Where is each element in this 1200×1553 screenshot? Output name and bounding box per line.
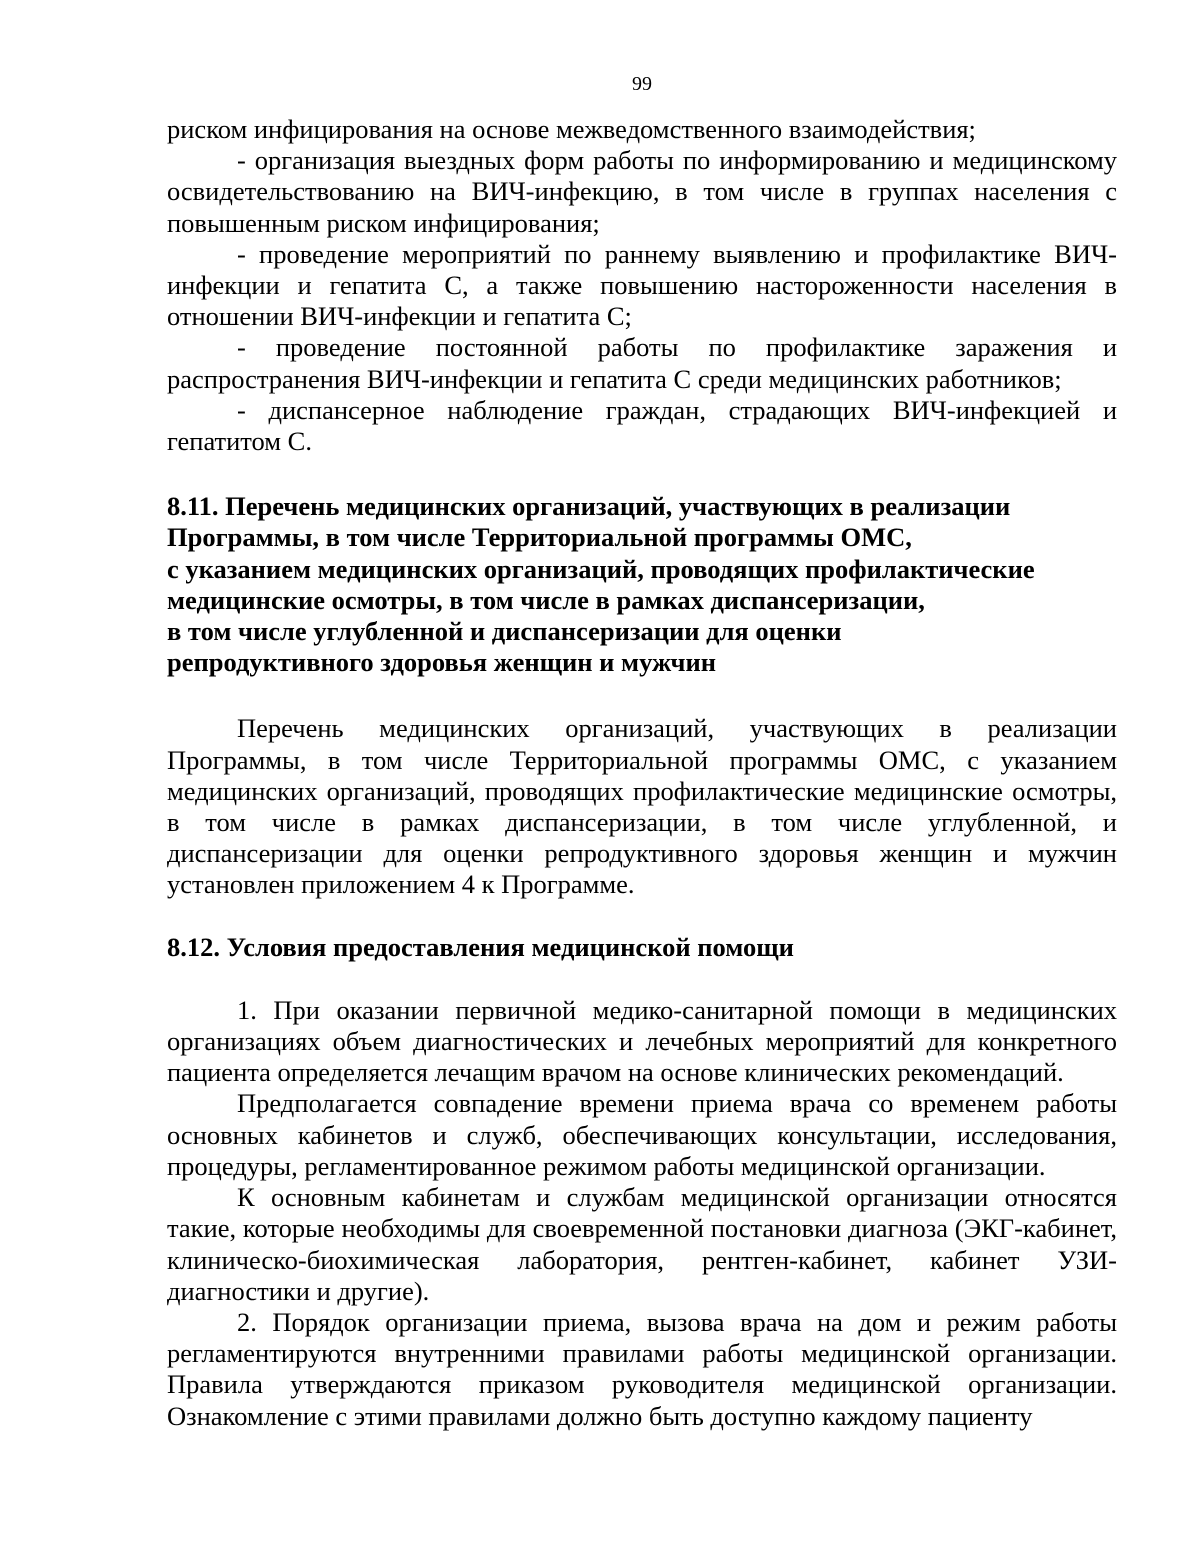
list-item: - организация выездных форм работы по информированию и медицинскому освидетельствованию на ВИЧ-инфекцию, в том числе в группах населения с повышенным риском инфицирования;	[167, 145, 1117, 238]
page-content	[167, 114, 1117, 1432]
heading-line: с указанием медицинских организаций, проводящих профилактические	[167, 553, 1035, 584]
paragraph: К основным кабинетам и службам медицинской организации относятся такие, которые необходимы для своевременной постановки диагноза (ЭКГ-кабинет, клиническо-биохимическая лаборатория, рентген-кабинет, кабинет УЗИ-диагностики и другие).	[167, 1182, 1117, 1306]
heading-line: репродуктивного здоровья женщин и мужчин	[167, 647, 717, 678]
page-number: 99	[632, 73, 652, 95]
section-heading-8-11	[167, 491, 1117, 678]
heading-line: медицинские осмотры, в том числе в рамках диспансеризации,	[167, 584, 925, 615]
list-item: - диспансерное наблюдение граждан, страдающих ВИЧ-инфекцией и гепатитом С.	[167, 394, 1117, 457]
paragraph: риском инфицирования на основе межведомственного взаимодействия;	[167, 114, 976, 144]
heading-line: Программы, в том числе Территориальной программы ОМС,	[167, 522, 912, 553]
heading-line: 8.12. Условия предоставления медицинской помощи	[167, 931, 794, 962]
paragraph: 2. Порядок организации приема, вызова врача на дом и режим работы регламентируются внутренними правилами работы медицинской организации. Правила утверждаются приказом руководителя медицинской организации. Ознакомление с этими правилами должно быть доступно каждому пациенту	[167, 1306, 1117, 1431]
paragraph: Предполагается совпадение времени приема врача со временем работы основных кабинетов и служб, обеспечивающих консультации, исследования, процедуры, регламентированное режимом работы медицинской организации.	[167, 1088, 1117, 1181]
paragraph: 1. При оказании первичной медико-санитарной помощи в медицинских организациях объем диагностических и лечебных мероприятий для конкретного пациента определяется лечащим врачом на основе клинических рекомендаций.	[167, 994, 1117, 1088]
list-item: - проведение постоянной работы по профилактике заражения и распространения ВИЧ-инфекции и гепатита С среди медицинских работников;	[167, 332, 1117, 394]
list-item: - проведение мероприятий по раннему выявлению и профилактике ВИЧ-инфекции и гепатита С, а также повышению настороженности населения в отношении ВИЧ-инфекции и гепатита С;	[167, 238, 1117, 332]
heading-line: 8.11. Перечень медицинских организаций, участвующих в реализации	[167, 491, 1011, 522]
paragraph: Перечень медицинских организаций, участвующих в реализации Программы, в том числе Территориальной программы ОМС, с указанием медицинских организаций, проводящих профилактические медицинские осмотры, в том числе в рамках диспансеризации, в том числе углубленной, и диспансеризации для оценки репродуктивного здоровья женщин и мужчин установлен приложением 4 к Программе.	[167, 713, 1117, 900]
heading-line: в том числе углубленной и диспансеризации для оценки	[167, 616, 842, 647]
section-heading-8-12	[167, 932, 1117, 963]
